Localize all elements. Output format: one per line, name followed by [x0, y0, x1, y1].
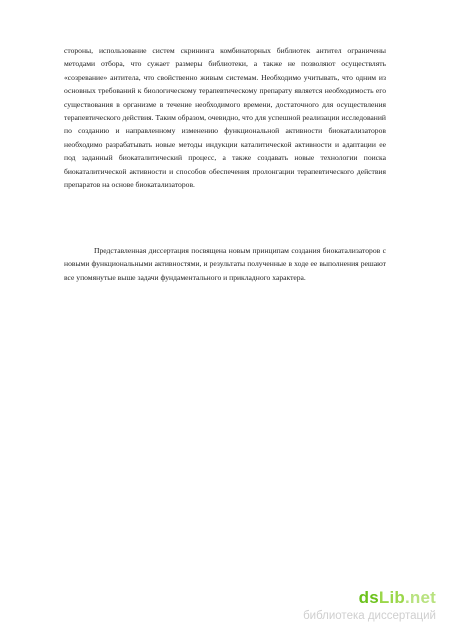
watermark-logo-net: .net: [404, 588, 436, 607]
watermark: [303, 589, 436, 623]
watermark-logo: [303, 589, 436, 607]
watermark-logo-ds: ds: [358, 588, 379, 607]
watermark-subtitle: библиотека диссертаций: [303, 610, 436, 622]
body-paragraph-1: стороны, использование систем скрининга комбинаторных библиотек антител ограничены методами отбора, что сужает размеры библиотеки, а также не позволяют осуществлять «созревание» антитела, что свойственно живым системам. Необходимо учитывать, что одним из основных требований к биологическому терапевтическому препарату является необходимость его существования в организме в течение необходимого времени, достаточного для осуществления терапевтического действия. Таким образом, очевидно, что для успешной реализации исследований по созданию и направленному изменению функциональной активности биокатализаторов необходимо разрабатывать новые методы индукции каталитической активности и адаптации ее под заданный биокаталитический процесс, а также создавать новые технологии поиска биокаталитической активности и способов обеспечения пролонгации терапевтического действия препаратов на основе биокатализаторов.: [64, 46, 386, 190]
watermark-logo-lib: Lib: [378, 588, 405, 607]
body-paragraph-2: Представленная диссертация посвящена новым принципам создания биокатализаторов с новыми функциональными активностями, и результаты полученные в ходе ее выполнения решают все упомянутые выше задачи фундаментального и прикладного характера.: [64, 246, 386, 282]
